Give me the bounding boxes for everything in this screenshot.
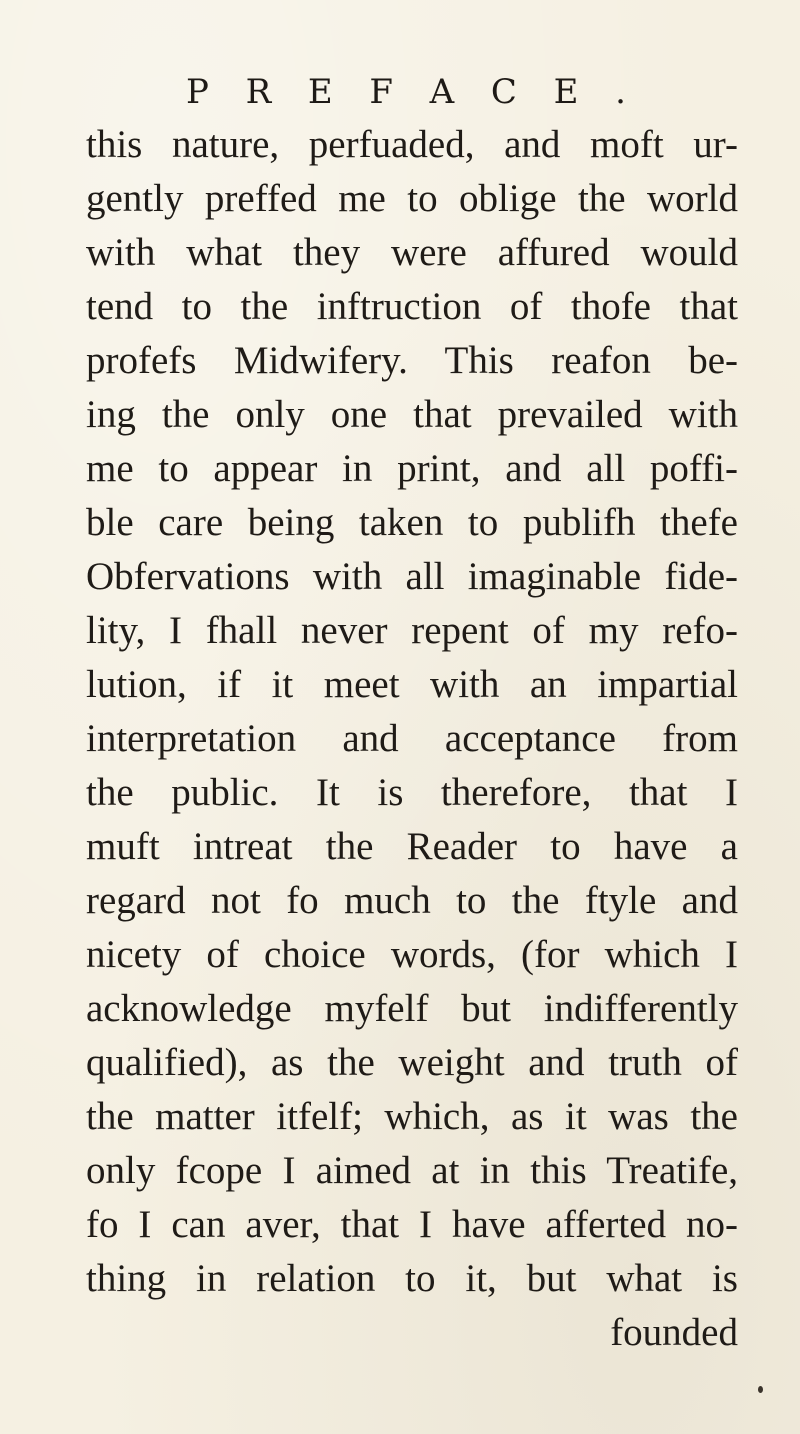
text-line: ble care being taken to publifh thefe — [86, 501, 738, 544]
text-line: this nature, perfuaded, and moft ur- — [86, 123, 738, 166]
catchword: founded — [610, 1311, 738, 1354]
text-line: interpretation and acceptance from — [86, 717, 738, 760]
running-head-letter: R — [245, 72, 272, 112]
text-line: me to appear in print, and all poffi- — [86, 447, 738, 490]
text-line: acknowledge myfelf but indifferently — [86, 987, 738, 1030]
text-line: muft intreat the Reader to have a — [86, 825, 738, 868]
body-text — [86, 118, 738, 1360]
running-head-letter: P — [186, 72, 209, 112]
text-line: regard not fo much to the ftyle and — [86, 879, 738, 922]
ink-speck — [758, 1386, 763, 1393]
text-line: lution, if it meet with an impartial — [86, 663, 738, 706]
text-line: only fcope I aimed at in this Treatife, — [86, 1149, 738, 1192]
text-line: Obfervations with all imaginable fide- — [86, 555, 738, 598]
running-head — [186, 68, 626, 116]
text-line: nicety of choice words, (for which I — [86, 933, 738, 976]
running-head-letter: C — [490, 72, 517, 112]
text-line: profefs Midwifery. This reafon be- — [86, 339, 738, 382]
text-line: gently preffed me to oblige the world — [86, 177, 738, 220]
running-head-letter: E — [553, 72, 579, 112]
running-head-letter: E — [307, 72, 333, 112]
text-line: with what they were affured would — [86, 231, 738, 274]
text-line: lity, I fhall never repent of my refo- — [86, 609, 738, 652]
running-head-letter: F — [369, 72, 393, 112]
text-line: qualified), as the weight and truth of — [86, 1041, 738, 1084]
text-line: the matter itfelf; which, as it was the — [86, 1095, 738, 1138]
text-line: thing in relation to it, but what is — [86, 1257, 738, 1300]
text-line: the public. It is therefore, that I — [86, 771, 738, 814]
running-head-letter: A — [429, 72, 455, 112]
text-line: tend to the inftruction of thofe that — [86, 285, 738, 328]
text-line: ing the only one that prevailed with — [86, 393, 738, 436]
text-line: fo I can aver, that I have afferted no- — [86, 1203, 738, 1246]
running-head-letter: . — [615, 72, 626, 112]
